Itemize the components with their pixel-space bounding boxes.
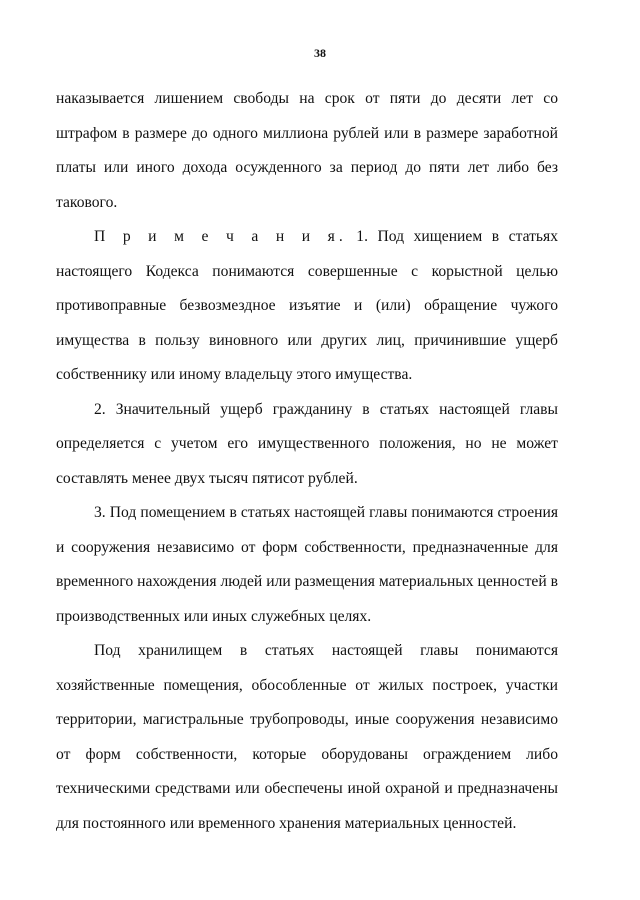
- body-text: [56, 82, 558, 841]
- notes-heading: П р и м е ч а н и я.: [94, 228, 347, 245]
- paragraph-text: наказывается лишением свободы на срок от пяти до десяти лет со штрафом в размере до одного миллиона рублей или в размере заработной платы или иного дохода осужденного за период до пяти лет либо без такового.: [56, 90, 558, 211]
- paragraph-notes-3: [56, 496, 558, 634]
- paragraph-text: 1. Под хищением в статьях настоящего Кодекса понимаются совершенные с корыстной целью противоправные безвозмездное изъятие и (или) обращение чужого имущества в пользу виновного или других лиц, причинившие ущерб собственнику или иному владельцу этого имущества.: [56, 228, 559, 383]
- paragraph-notes-1: [56, 220, 558, 393]
- paragraph-notes-2: [56, 393, 558, 497]
- paragraph-punishment: [56, 82, 558, 220]
- page-number: 38: [314, 46, 326, 60]
- paragraph-text: Под хранилищем в статьях настоящей главы понимаются хозяйственные помещения, обособленные от жилых построек, участки территории, магистральные трубопроводы, иные сооружения независимо от форм собственности, которые оборудованы ограждением либо техническими средствами или обеспечены иной охраной и предназначены для постоянного или временного хранения материальных ценностей.: [56, 642, 558, 832]
- paragraph-text: 3. Под помещением в статьях настоящей главы понимаются строения и сооружения независимо от форм собственности, предназначенные для временного нахождения людей или размещения материальных ценностей в производственных или иных служебных целях.: [56, 504, 558, 625]
- paragraph-storage-definition: [56, 634, 558, 841]
- paragraph-text: 2. Значительный ущерб гражданину в статьях настоящей главы определяется с учетом его имущественного положения, но не может составлять менее двух тысяч пятисот рублей.: [56, 400, 558, 487]
